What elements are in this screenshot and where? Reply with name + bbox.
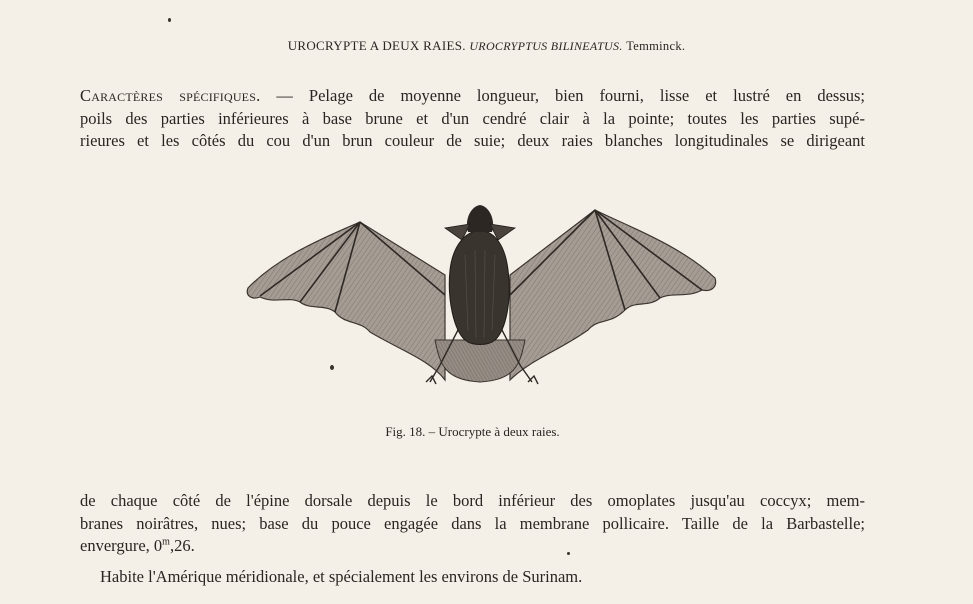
title-author: Temminck. xyxy=(626,39,686,53)
title-latin: UROCRYPTUS BILINEATUS. xyxy=(469,39,623,53)
ink-speck xyxy=(330,365,334,370)
continuation-paragraph xyxy=(80,490,865,558)
bat-illustration xyxy=(240,200,720,395)
description-line-1-text: — Pelage de moyenne longueur, bien fourni, lisse et lustré en dessus; xyxy=(260,86,866,105)
description-line-1 xyxy=(80,85,865,108)
wingspan-value: ,26. xyxy=(169,536,195,555)
bat-body xyxy=(449,230,509,345)
habitat-line: Habite l'Amérique méridionale, et spécialement les environs de Surinam. xyxy=(100,567,583,586)
description-paragraph xyxy=(80,85,865,153)
continuation-line-3 xyxy=(80,535,865,558)
figure-caption: Fig. 18. – Urocrypte à deux raies. xyxy=(385,424,560,439)
wingspan-prefix: envergure, 0 xyxy=(80,536,163,555)
habitat-paragraph xyxy=(100,566,800,589)
description-line-3: rieures et les côtés du cou d'un brun couleur de suie; deux raies blanches longitudinales se dirigeant xyxy=(80,131,865,150)
running-title xyxy=(0,38,973,54)
wingspan-unit: m xyxy=(162,536,170,548)
description-label: Caractères spécifiques. xyxy=(80,86,261,105)
ink-speck xyxy=(567,552,570,555)
continuation-line-2: branes noirâtres, nues; base du pouce engagée dans la membrane pollicaire. Taille de la Barbastelle; xyxy=(80,513,865,533)
title-caps: UROCRYPTE A DEUX RAIES. xyxy=(287,38,466,53)
bat-head xyxy=(467,205,493,232)
ink-speck xyxy=(168,18,171,22)
description-line-2: poils des parties inférieures à base brune et d'un cendré clair à la pointe; toutes les parties supé- xyxy=(80,108,865,128)
continuation-line-1: de chaque côté de l'épine dorsale depuis le bord inférieur des omoplates jusqu'au coccyx; mem- xyxy=(80,491,865,510)
